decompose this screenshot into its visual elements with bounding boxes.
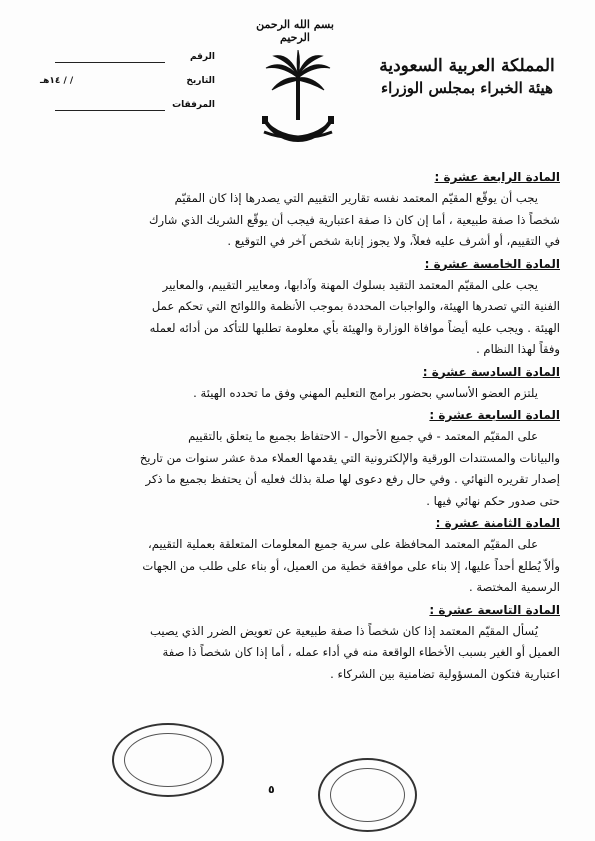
article xyxy=(40,166,560,253)
article-title: المادة الرابعة عشرة : xyxy=(434,170,560,184)
ref-row xyxy=(40,52,215,76)
ref-label: الرقم xyxy=(189,52,215,62)
article-line: الفنية التي تصدرها الهيئة، والواجبات المحددة بموجب الأنظمة واللوائح التي تحكم عمل xyxy=(151,299,560,313)
article-line: شخصاً ذا صفة طبيعية ، أما إن كان ذا صفة اعتبارية فيجب أن يوقّع الشريك الذي شارك xyxy=(149,212,560,227)
basmala: بسم الله الرحمن الرحيم xyxy=(256,18,334,44)
palm-and-swords-emblem xyxy=(258,50,338,155)
article xyxy=(40,512,560,599)
article-line: حتى صدور حكم نهائي فيها . xyxy=(426,493,560,508)
page-number: ٥ xyxy=(268,783,275,796)
article-line: وألاّ يُطلع أحداً عليها، إلا بناء على موافقة خطية من العميل، أو بناء على طلب من الجهات xyxy=(142,558,560,573)
article-title: المادة الثامنة عشرة : xyxy=(435,516,560,530)
article-line: يجب على المقيّم المعتمد التقيد بسلوك المهنة وآدابها، ومعايير التقييم، والمعايير xyxy=(162,277,538,292)
article-title: المادة السادسة عشرة : xyxy=(422,364,560,379)
article xyxy=(40,404,560,512)
attachments-line xyxy=(55,110,165,111)
article-line: وفقاً لهذا النظام . xyxy=(476,342,560,356)
date-row xyxy=(40,76,215,100)
official-stamp xyxy=(112,723,224,797)
article-line: الهيئة . ويجب عليه أيضاً موافاة الوزارة والهيئة بأي معلومة تطلبها للتأكد من أدائه لعمله xyxy=(149,320,560,335)
article-title: المادة السابعة عشرة : xyxy=(429,408,560,422)
official-stamp xyxy=(318,758,417,832)
reference-block xyxy=(40,52,215,124)
article-line: إصدار تقريره النهائي . وفي حال رفع دعوى لها صلة بذلك فعليه أن يحتفظ بجميع ما ذكر xyxy=(145,472,560,486)
date-label: التاريخ xyxy=(186,76,215,86)
letterhead-title xyxy=(367,55,567,99)
attachments-row xyxy=(40,100,215,124)
article-line: اعتبارية فتكون المسؤولية تضامنية بين الشركاء . xyxy=(330,666,560,681)
authority-name: هيئة الخبراء بمجلس الوزراء xyxy=(381,79,553,97)
article-line: يلتزم العضو الأساسي بحضور برامج التعليم المهني وفق ما تحدده الهيئة . xyxy=(193,385,538,400)
article xyxy=(40,599,560,686)
article-line: العميل أو الغير بسبب الأخطاء الواقعة منه في أداء عمله ، أما إذا كان شخصاً ذا صفة xyxy=(162,645,560,659)
article-line: على المقيّم المعتمد المحافظة على سرية جميع المعلومات المتعلقة بعملية التقييم، xyxy=(147,537,538,551)
ref-line xyxy=(55,62,165,63)
date-value: / / ١٤هـ xyxy=(40,76,74,86)
article-line: في التقييم، أو أشرف عليه فعلاً، ولا يجوز إنابة شخص آخر في التوقيع . xyxy=(227,234,560,248)
attachments-label: المرفقات xyxy=(172,100,215,110)
articles xyxy=(40,166,560,685)
article xyxy=(40,361,560,405)
article-title: المادة التاسعة عشرة : xyxy=(429,602,560,617)
article-line: والبيانات والمستندات الورقية والإلكترونية التي يقدمها العملاء مدة عشر سنوات من تاريخ xyxy=(139,450,560,465)
article xyxy=(40,253,560,361)
article-title: المادة الخامسة عشرة : xyxy=(424,256,560,271)
article-line: يجب أن يوقّع المقيّم المعتمد نفسه تقارير التقييم التي يصدرها إذا كان المقيّم xyxy=(174,191,538,205)
article-line: على المقيّم المعتمد - في جميع الأحوال - الاحتفاظ بجميع ما يتعلق بالتقييم xyxy=(188,429,538,443)
article-line: الرسمية المختصة . xyxy=(468,580,560,594)
kingdom-name: المملكة العربية السعودية xyxy=(379,56,555,76)
article-line: يُسأل المقيّم المعتمد إذا كان شخصاً ذا صفة طبيعية عن تعويض الضرر الذي يصيب xyxy=(150,623,538,638)
